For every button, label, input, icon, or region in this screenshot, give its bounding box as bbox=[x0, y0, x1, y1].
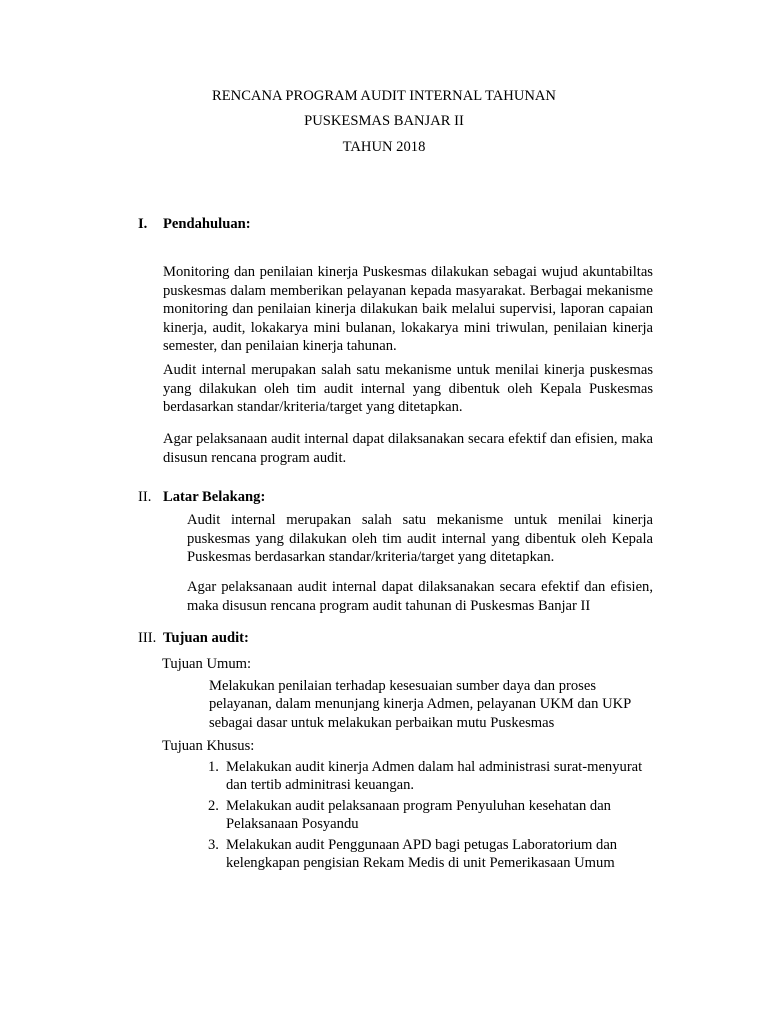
section-1-paragraph-2: Audit internal merupakan salah satu mekanisme untuk menilai kinerja puskesmas yang dilakukan oleh tim audit internal yang dibentuk oleh Kepala Puskesmas berdasarkan standar/kriteria/target yang ditetapkan. bbox=[163, 362, 653, 416]
section-1-paragraph-3: Agar pelaksanaan audit internal dapat dilaksanakan secara efektif dan efisien, maka disusun rencana program audit. bbox=[163, 431, 653, 466]
section-2-number: II. bbox=[138, 489, 152, 505]
section-1-title: Pendahuluan: bbox=[163, 216, 251, 232]
list-item-number: 3. bbox=[208, 836, 219, 853]
specific-goal-label: Tujuan Khusus: bbox=[162, 738, 255, 754]
section-1-paragraph-1: Monitoring dan penilaian kinerja Puskesmas dilakukan sebagai wujud akuntabiltas puskesmas dalam memberikan pelayanan kepada masyarakat. Berbagai mekanisme monitoring dan penilaian kinerja dilakukan baik melalui supervisi, laporan capaian kinerja, audit, lokakarya mini bulanan, lokakarya mini triwulan, penilaian kinerja semester, dan penilaian kinerja tahunan. bbox=[163, 264, 653, 355]
section-2-paragraph-1: Audit internal merupakan salah satu mekanisme untuk menilai kinerja puskesmas yang dilakukan oleh tim audit internal yang dibentuk oleh Kepala Puskesmas berdasarkan standar/kriteria/target yang ditetapkan. bbox=[187, 512, 653, 566]
list-item bbox=[208, 797, 654, 834]
list-item-text: Melakukan audit pelaksanaan program Penyuluhan kesehatan dan Pelaksanaan Posyandu bbox=[226, 797, 611, 833]
specific-goal-list bbox=[208, 758, 654, 874]
list-item bbox=[208, 758, 654, 795]
document-year: TAHUN 2018 bbox=[342, 139, 426, 155]
list-item-text: Melakukan audit kinerja Admen dalam hal administrasi surat-menyurat dan tertib adminitrasi keuangan. bbox=[226, 759, 643, 794]
section-2-paragraph-2: Agar pelaksanaan audit internal dapat dilaksanakan secara efektif dan efisien, maka disusun rencana program audit tahunan di Puskesmas Banjar II bbox=[187, 579, 653, 614]
list-item-number: 1. bbox=[208, 759, 219, 775]
section-3-title: Tujuan audit: bbox=[163, 630, 249, 646]
section-1-number: I. bbox=[138, 216, 148, 232]
document-title: RENCANA PROGRAM AUDIT INTERNAL TAHUNAN bbox=[212, 88, 556, 104]
section-2-heading bbox=[138, 488, 265, 506]
section-2-title: Latar Belakang: bbox=[163, 489, 266, 505]
list-item-text: Melakukan audit Penggunaan APD bagi petugas Laboratorium dan kelengkapan pengisian Rekam Medis di unit Pemerikasaan Umum bbox=[226, 836, 618, 872]
general-goal-text: Melakukan penilaian terhadap kesesuaian sumber daya dan proses pelayanan, dalam menunjang kinerja Admen, pelayanan UKM dan UKP sebagai dasar untuk melakukan perbaikan mutu Puskesmas bbox=[209, 678, 631, 731]
section-3-heading bbox=[138, 629, 249, 647]
list-item bbox=[208, 836, 654, 873]
section-1-heading bbox=[138, 215, 251, 233]
section-3-number: III. bbox=[138, 630, 157, 646]
general-goal-label: Tujuan Umum: bbox=[162, 656, 252, 672]
document-subtitle: PUSKESMAS BANJAR II bbox=[304, 113, 464, 129]
list-item-number: 2. bbox=[208, 797, 219, 814]
